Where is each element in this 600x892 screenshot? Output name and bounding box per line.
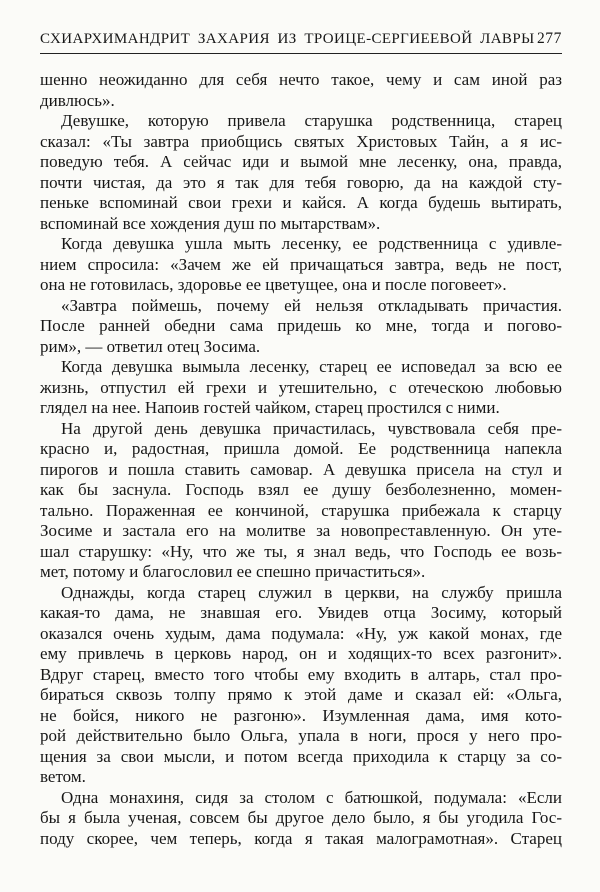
text-line: ветом. (40, 767, 86, 786)
paragraph (40, 234, 562, 296)
text-line: рим», — ответил отец Зосима. (40, 336, 261, 356)
page-number: 277 (536, 30, 562, 47)
text-line: Когда девушка вымыла лесенку, старец ее исповедал за всю ее (61, 357, 562, 376)
paragraph (40, 583, 562, 788)
text-line: бираться сквозь толпу прямо к этой даме и сказал ей: «Ольга, (40, 685, 562, 704)
text-line: пеньке вспоминай свои грехи и кайся. А когда будешь вытирать, (40, 193, 562, 212)
text-line: не бойся, никого не разгоню». Изумленная дама, имя кото- (40, 705, 562, 725)
page-body (40, 70, 562, 849)
text-line: Одна монахиня, сидя за столом с батюшкой, подумала: «Если (61, 787, 562, 807)
text-line: она не готовилась, здоровье ее цветущее, она и после поговеет». (40, 275, 507, 294)
text-line: шенно неожиданно для себя нечто такое, чему и сам иной раз (40, 70, 562, 89)
text-line: Девушке, которую привела старушка родственница, старец (61, 111, 562, 130)
paragraph (40, 296, 562, 358)
text-line: мет, потому и благословил ее спешно причаститься». (40, 562, 426, 581)
text-line: почти чистая, да это я так для тебя говорю, да на каждой сту- (40, 172, 562, 192)
text-line: После ранней обедни сама придешь ко мне, тогда и погово- (40, 316, 562, 335)
text-line: глядел на нее. Напоив гостей чайком, старец простился с ними. (40, 398, 500, 417)
text-line: оказался очень худым, дама подумала: «Ну, уж какой монах, где (40, 623, 562, 643)
text-line: дивлюсь». (40, 90, 115, 110)
text-line: Зосиме и застала его на молитве за новопреставленную. Он уте- (40, 521, 562, 540)
text-line: пирогов и пошла ставить самовар. А девушка присела на стул и (40, 459, 562, 479)
text-line: Вдруг старец, вместо того чтобы ему входить в алтарь, стал про- (40, 664, 562, 684)
text-line: бы я была ученая, совсем бы другое дело было, я бы угодила Гос- (40, 808, 562, 827)
paragraph (40, 419, 562, 583)
paragraph (40, 357, 562, 419)
paragraph (40, 788, 562, 850)
text-line: поведую тебя. А сейчас иди и вымой мне лесенку, она, правда, (40, 152, 562, 171)
text-line: ему привлечь в церковь народ, он и ходящих-то всех разгонит». (40, 644, 562, 663)
text-line: Когда девушка ушла мыть лесенку, ее родственница с удивле- (61, 234, 562, 253)
running-header-title: СХИАРХИМАНДРИТ ЗАХАРИЯ ИЗ ТРОИЦЕ-СЕРГИЕЕВОЙ ЛАВРЫ (40, 31, 535, 47)
paragraph (40, 70, 562, 111)
text-line: тально. Пораженная ее кончиной, старушка прибежала к старцу (40, 500, 562, 520)
running-header (40, 30, 562, 54)
text-line: красно и, радостная, пришла домой. Ее родственница напекла (40, 439, 562, 458)
text-line: Однажды, когда старец служил в церкви, на службу пришла (61, 582, 562, 602)
text-line: вспоминай все хождения душ по мытарствам». (40, 213, 381, 233)
text-line: нием спросила: «Зачем же ей причащаться завтра, ведь не пост, (40, 254, 562, 274)
text-line: сказал: «Ты завтра приобщись святых Христовых Тайн, а я ис- (40, 131, 562, 151)
text-line: какая-то дама, не знавшая его. Увидев отца Зосиму, который (40, 603, 562, 622)
text-line: поду скорее, чем теперь, когда я такая малограмотная». Старец (40, 828, 562, 848)
text-line: «Завтра поймешь, почему ей нельзя откладывать причастия. (61, 295, 562, 315)
paragraph (40, 111, 562, 234)
text-line: жизнь, отпустил ей грехи и утешительно, с отеческою любовью (40, 377, 562, 397)
text-line: щения за свои мысли, и потом всегда приходила к старцу за со- (40, 746, 562, 766)
text-line: На другой день девушка причастилась, чувствовала себя пре- (61, 418, 562, 438)
text-line: рой действительно было Ольга, упала в ноги, прося у него про- (40, 726, 562, 745)
text-line: как бы заснула. Господь взял ее душу безболезненно, момен- (40, 480, 562, 499)
text-line: шал старушку: «Ну, что же ты, я знал ведь, что Господь ее возь- (40, 541, 562, 561)
